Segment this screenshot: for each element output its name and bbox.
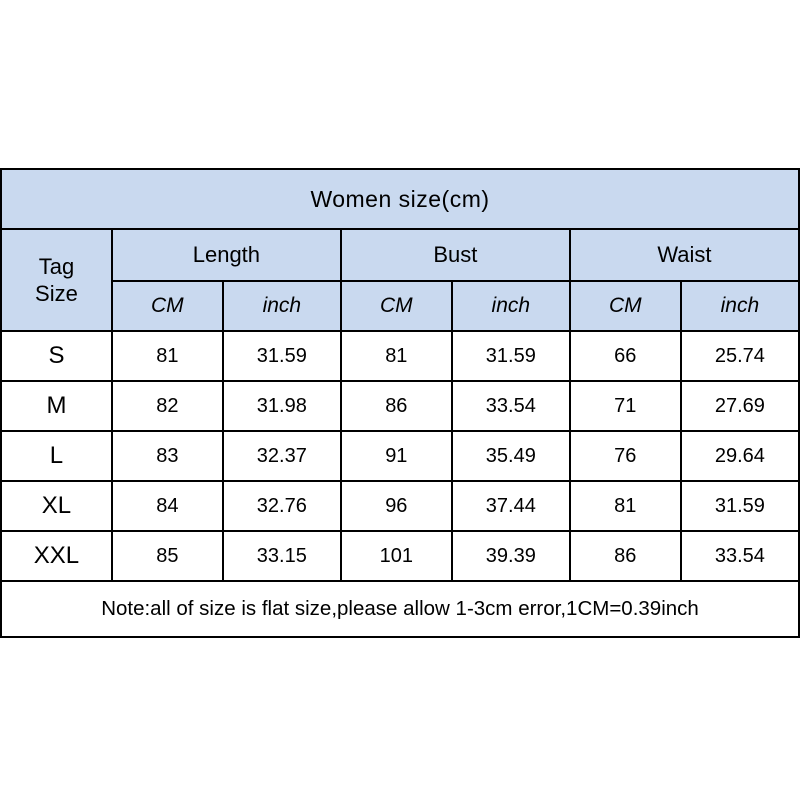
cell-bust-inch: 39.39: [452, 531, 570, 581]
cell-bust-inch: 33.54: [452, 381, 570, 431]
cell-waist-cm: 81: [570, 481, 681, 531]
table-row: [1, 381, 799, 431]
unit-length-inch: inch: [223, 281, 341, 331]
cell-length-inch: 32.76: [223, 481, 341, 531]
unit-waist-cm: CM: [570, 281, 681, 331]
cell-length-cm: 85: [112, 531, 223, 581]
table-row: [1, 431, 799, 481]
table-row: [1, 531, 799, 581]
cell-waist-cm: 86: [570, 531, 681, 581]
tag-size-header: [1, 229, 112, 331]
cell-length-cm: 82: [112, 381, 223, 431]
cell-bust-cm: 96: [341, 481, 452, 531]
cell-waist-cm: 76: [570, 431, 681, 481]
cell-waist-inch: 25.74: [681, 331, 799, 381]
cell-length-cm: 83: [112, 431, 223, 481]
cell-bust-cm: 81: [341, 331, 452, 381]
row-size-label: S: [1, 331, 112, 381]
group-header-row: [1, 229, 799, 281]
cell-length-inch: 31.98: [223, 381, 341, 431]
cell-length-inch: 32.37: [223, 431, 341, 481]
group-header-bust: Bust: [341, 229, 570, 281]
unit-length-cm: CM: [112, 281, 223, 331]
table-title: Women size(cm): [1, 169, 799, 229]
cell-waist-inch: 33.54: [681, 531, 799, 581]
table-title-row: [1, 169, 799, 229]
cell-waist-inch: 27.69: [681, 381, 799, 431]
row-size-label: M: [1, 381, 112, 431]
cell-bust-cm: 101: [341, 531, 452, 581]
cell-length-cm: 81: [112, 331, 223, 381]
note-row: [1, 581, 799, 637]
cell-waist-cm: 71: [570, 381, 681, 431]
unit-waist-inch: inch: [681, 281, 799, 331]
table-row: [1, 331, 799, 381]
cell-bust-cm: 91: [341, 431, 452, 481]
cell-bust-inch: 35.49: [452, 431, 570, 481]
cell-length-cm: 84: [112, 481, 223, 531]
row-size-label: L: [1, 431, 112, 481]
cell-bust-inch: 31.59: [452, 331, 570, 381]
cell-length-inch: 31.59: [223, 331, 341, 381]
cell-bust-cm: 86: [341, 381, 452, 431]
cell-waist-cm: 66: [570, 331, 681, 381]
tag-size-line-2: Size: [35, 281, 78, 306]
group-header-length: Length: [112, 229, 341, 281]
cell-waist-inch: 31.59: [681, 481, 799, 531]
size-note: Note:all of size is flat size,please allow 1-3cm error,1CM=0.39inch: [1, 581, 799, 637]
unit-bust-inch: inch: [452, 281, 570, 331]
table-row: [1, 481, 799, 531]
unit-header-row: [1, 281, 799, 331]
cell-waist-inch: 29.64: [681, 431, 799, 481]
cell-bust-inch: 37.44: [452, 481, 570, 531]
row-size-label: XL: [1, 481, 112, 531]
women-size-table: [0, 168, 800, 638]
cell-length-inch: 33.15: [223, 531, 341, 581]
group-header-waist: Waist: [570, 229, 799, 281]
row-size-label: XXL: [1, 531, 112, 581]
unit-bust-cm: CM: [341, 281, 452, 331]
tag-size-line-1: Tag: [38, 253, 75, 279]
